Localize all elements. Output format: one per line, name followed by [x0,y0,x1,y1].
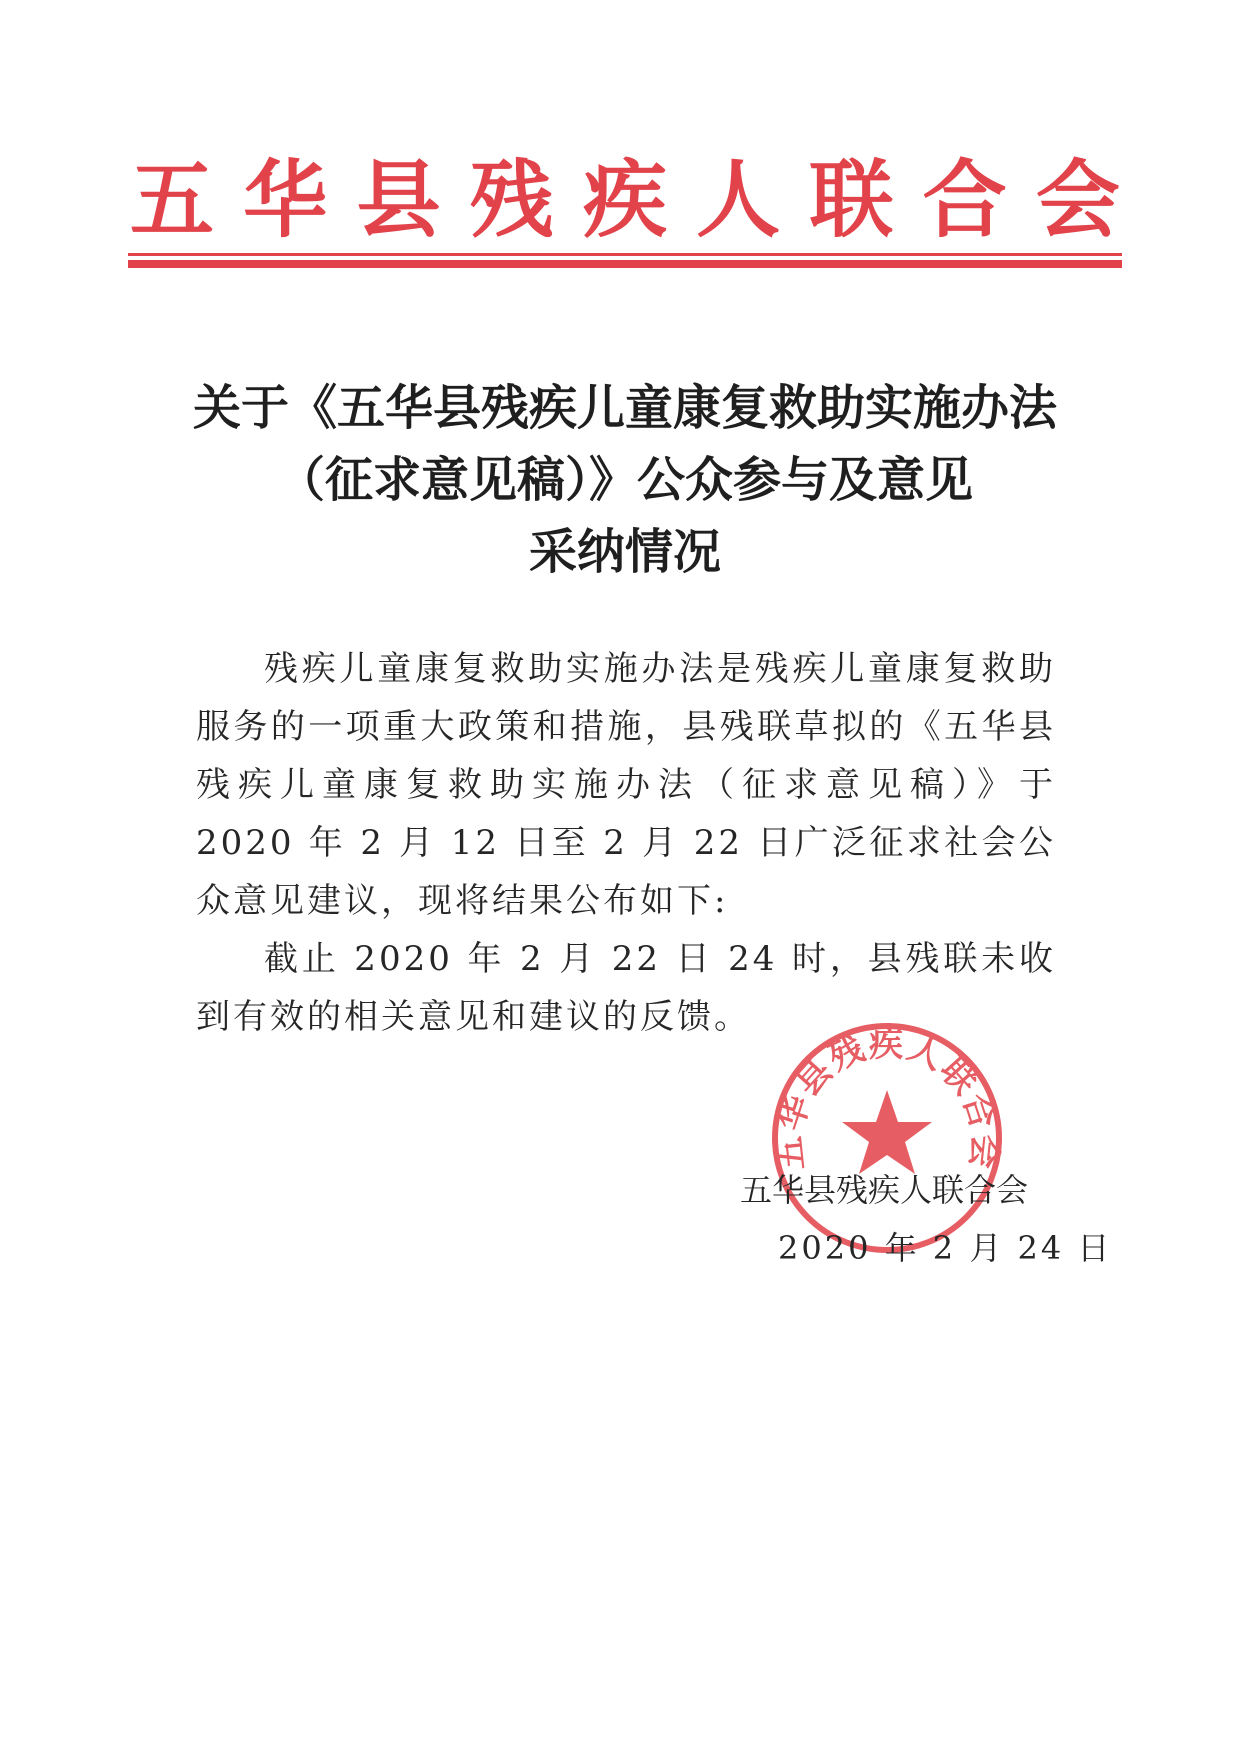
signature-organization: 五华县残疾人联合会 [740,1171,1029,1209]
letterhead-char: 合 [922,151,1007,249]
body-paragraph-2: 截止 2020 年 2 月 22 日 24 时，县残联未收到有效的相关意见和建议的反馈。 [196,939,1056,1037]
letterhead-char: 人 [696,151,781,249]
document-title [130,372,1120,588]
letterhead-rule-thick [128,260,1122,268]
letterhead-char: 会 [1035,151,1120,249]
letterhead [130,150,1120,250]
official-seal-icon [767,1018,1007,1258]
letterhead-char: 联 [809,151,894,249]
letterhead-char: 残 [469,151,554,249]
letterhead-char: 县 [356,151,441,249]
signature-date: 2020 年 2 月 24 日 [778,1229,1113,1267]
seal-text: 五华县残疾人联合会 [768,1025,1006,1173]
title-line-3: 采纳情况 [528,524,721,580]
letterhead-rule-thin [128,253,1122,256]
document-body [196,640,1056,1046]
body-paragraph-1: 残疾儿童康复救助实施办法是残疾儿童康复救助服务的一项重大政策和措施，县残联草拟的《五华县残疾儿童康复救助实施办法（征求意见稿）》于 2020 年 2 月 12 日至 2 月 22 日广泛征求社会公众意见建议，现将结果公布如下: [196,649,1056,921]
letterhead-char: 五 [130,151,215,249]
title-line-1: 关于《五华县残疾儿童康复救助实施办法 [192,380,1057,436]
letterhead-char: 华 [243,151,328,249]
seal-star-icon [842,1090,932,1174]
title-line-2: （征求意见稿）》公众参与及意见 [276,452,973,508]
letterhead-char: 疾 [582,151,667,249]
